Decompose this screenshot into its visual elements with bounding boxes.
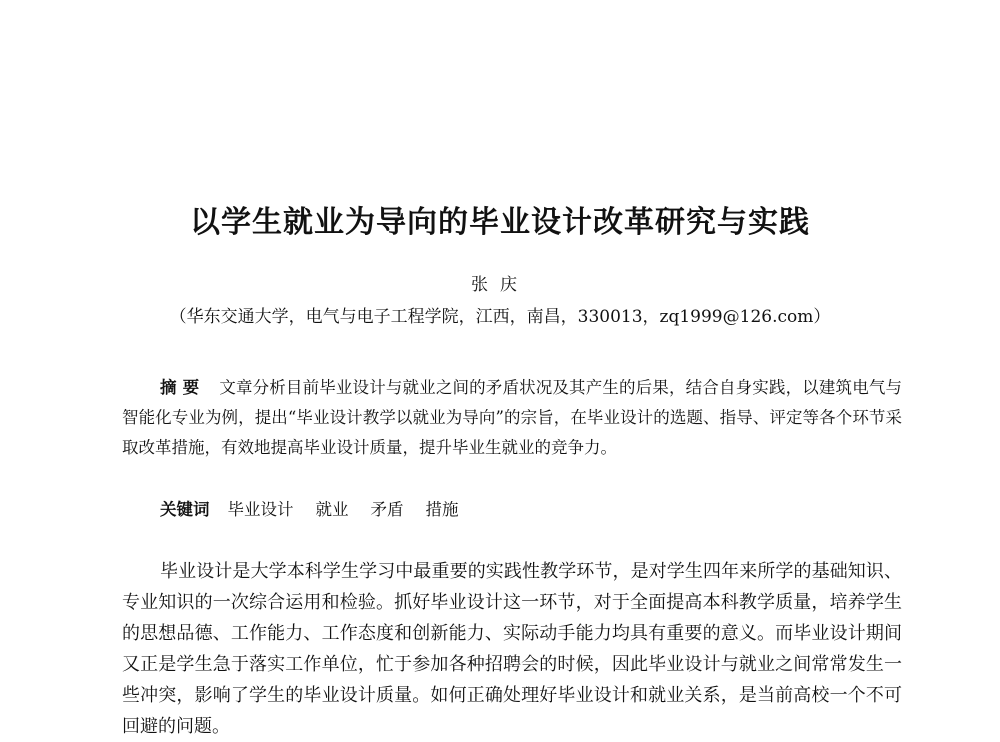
abstract-section xyxy=(122,373,902,463)
keyword-item: 矛盾 xyxy=(370,500,404,519)
paper-author: 张庆 xyxy=(471,275,529,295)
abstract-text: 文章分析目前毕业设计与就业之间的矛盾状况及其产生的后果，结合自身实践，以建筑电气与智能化专业为例，提出“毕业设计教学以就业为导向”的宗旨，在毕业设计的选题、指导、评定等各个环节采取改革措施，有效地提高毕业设计质量，提升毕业生就业的竞争力。 xyxy=(122,378,903,457)
keyword-item: 毕业设计 xyxy=(227,500,294,519)
keyword-item: 就业 xyxy=(315,500,349,519)
paper-title: 以学生就业为导向的毕业设计改革研究与实践 xyxy=(190,205,810,240)
abstract-label: 摘要 xyxy=(160,378,206,397)
keywords-section xyxy=(160,495,481,525)
keyword-item: 措施 xyxy=(425,500,459,519)
author-affiliation: （华东交通大学，电气与电子工程学院，江西，南昌，330013，zq1999@126.com） xyxy=(169,307,831,327)
keywords-label: 关键词 xyxy=(160,500,210,519)
body-paragraph: 毕业设计是大学本科学生学习中最重要的实践性教学环节，是对学生四年来所学的基础知识、专业知识的一次综合运用和检验。抓好毕业设计这一环节，对于全面提高本科教学质量，培养学生的思想品德、工作能力、工作态度和创新能力、实际动手能力均具有重要的意义。而毕业设计期间又正是学生急于落实工作单位，忙于参加各种招聘会的时候，因此毕业设计与就业之间常常发生一些冲突，影响了学生的毕业设计质量。如何正确处理好毕业设计和就业关系，是当前高校一个不可回避的问题。 xyxy=(122,561,902,736)
